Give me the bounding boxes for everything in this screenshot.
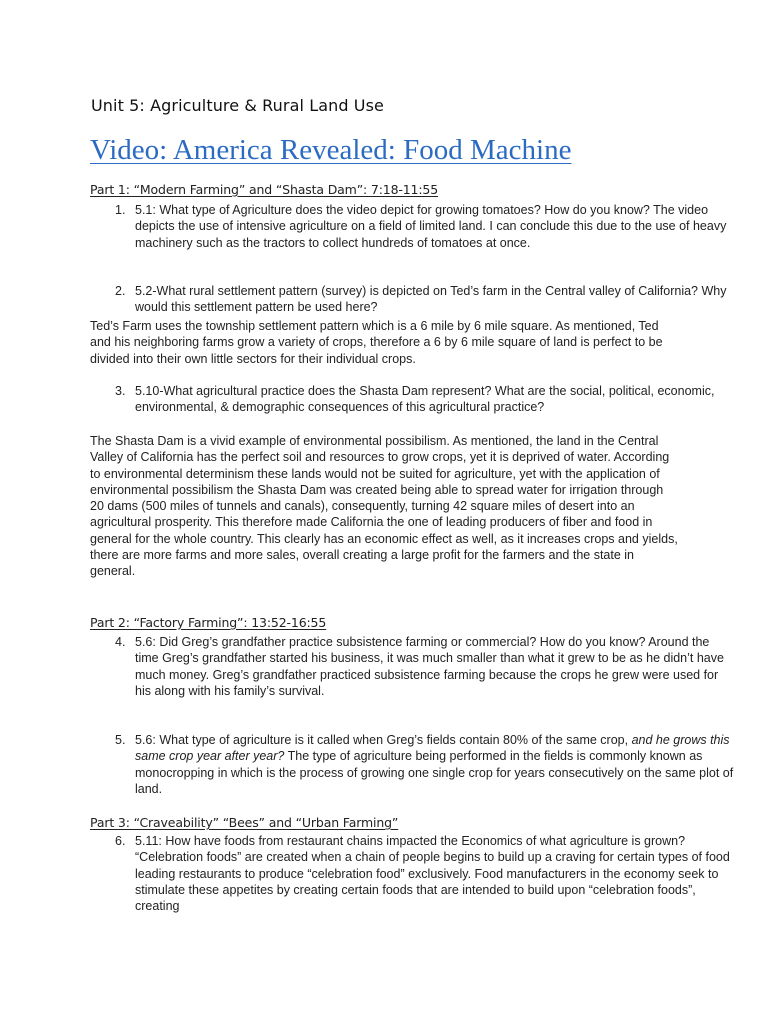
list-number: 6. [115, 834, 126, 848]
question-text-italic: and he grows this same crop year after year? [135, 733, 730, 764]
question-text: 5.11: How have foods from restaurant chains impacted the Economics of what agriculture is grown? “Celebration foods” are created when a chain of people begins to build up a craving for certain types of food leading restaurants to produce “celebration food” exclusively. Food manufacturers in the economy seek to stimulate these appetites by creating certain foods that are intended to build upon “celebration foods”, creating [135, 834, 730, 914]
question-text: 5.10-What agricultural practice does the Shasta Dam represent? What are the social, political, economic, environmental, & demographic consequences of this agricultural practice? [135, 384, 715, 415]
list-item-2 [90, 283, 727, 316]
question-text-a: 5.6: What type of agriculture is it called when Greg’s fields contain 80% of the same crop, [135, 733, 632, 747]
answer-paragraph-2: Ted’s Farm uses the township settlement pattern which is a 6 mile by 6 mile square. As mentioned, Ted and his neighboring farms grow a variety of crops, therefore a 6 by 6 mile square of land is perfect to be divided into their own little sectors for their individual crops. [90, 319, 663, 366]
list-number: 2. [115, 284, 126, 298]
answer-text: The type of agriculture being performed in the fields is commonly known as monocropping in which is the process of growing one single crop for years consecutively on the same plot of land. [135, 749, 734, 796]
video-title: Video: America Revealed: Food Machine [90, 134, 572, 166]
part-3-heading: Part 3: “Craveability” “Bees” and “Urban Farming” [90, 815, 399, 830]
list-number: 5. [115, 733, 126, 747]
list-item-3 [90, 383, 715, 416]
list-item-6 [90, 833, 730, 914]
part-2-heading: Part 2: “Factory Farming”: 13:52-16:55 [90, 615, 327, 630]
list-item-5 [90, 732, 734, 797]
unit-title: Unit 5: Agriculture & Rural Land Use [91, 96, 384, 115]
list-number: 3. [115, 384, 126, 398]
question-text: 5.6: Did Greg’s grandfather practice subsistence farming or commercial? How do you know? Around the time Greg’s grandfather started his business, it was much smaller than what it grew to be as he didn’t have much money. Greg’s grandfather practiced subsistence farming because the crops he grew were used for his along with his family’s survival. [135, 635, 724, 698]
list-number: 4. [115, 635, 126, 649]
question-text [135, 732, 735, 797]
part-1-heading: Part 1: “Modern Farming” and “Shasta Dam”: 7:18-11:55 [90, 182, 439, 197]
answer-paragraph-3: The Shasta Dam is a vivid example of environmental possibilism. As mentioned, the land in the Central Valley of California has the perfect soil and resources to grow crops, yet it is deprived of water. According to environmental determinism these lands would not be suited for agriculture, yet with the application of environmental possibilism the Shasta Dam was created being able to spread water for irrigation through 20 dams (500 miles of tunnels and canals), consequently, turning 42 square miles of desert into an agricultural prosperity. This therefore made California the one of leading producers of fiber and food in general for the whole country. This clearly has an economic effect as well, as it increases crops and yields, there are more farms and more sales, overall creating a large profit for the farmers and the state in general. [90, 434, 678, 579]
list-item-1 [90, 202, 727, 251]
list-item-4 [90, 634, 724, 699]
question-text: 5.2-What rural settlement pattern (survey) is depicted on Ted’s farm in the Central valley of California? Why would this settlement pattern be used here? [135, 284, 727, 315]
list-number: 1. [115, 203, 126, 217]
question-text: 5.1: What type of Agriculture does the video depict for growing tomatoes? How do you know? The video depicts the use of intensive agriculture on a field of limited land. I can conclude this due to the use of heavy machinery such as the tractors to collect hundreds of tomatoes at once. [135, 203, 727, 250]
